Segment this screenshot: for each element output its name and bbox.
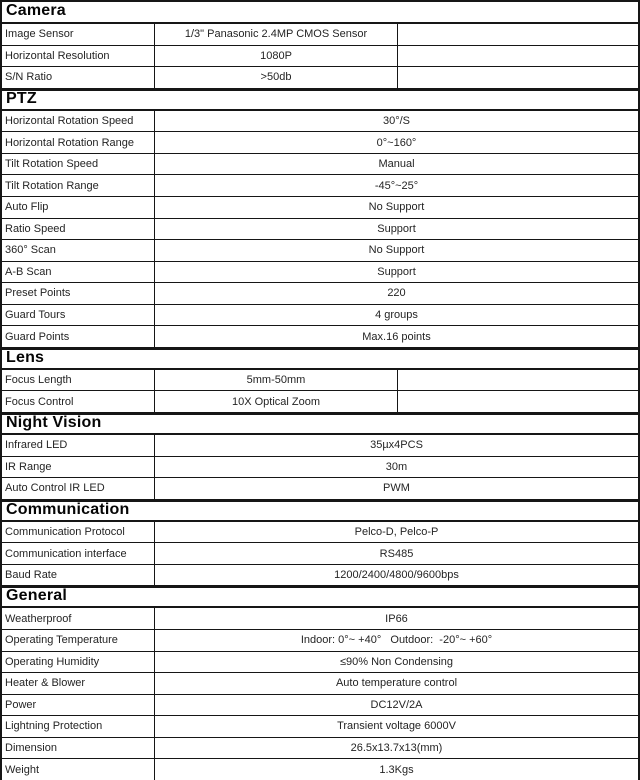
section-title: Camera bbox=[6, 2, 66, 19]
section-header-general bbox=[2, 586, 638, 608]
spec-value: No Support bbox=[368, 244, 425, 257]
table-row bbox=[2, 652, 638, 674]
section-header-camera bbox=[2, 2, 638, 24]
spec-value: 1200/2400/4800/9600bps bbox=[334, 569, 459, 582]
spec-label: Focus Control bbox=[2, 391, 155, 412]
spec-label: Guard Tours bbox=[2, 305, 155, 326]
section-title: Lens bbox=[6, 348, 45, 366]
section-header-ptz bbox=[2, 89, 638, 111]
spec-value: Auto temperature control bbox=[335, 677, 458, 690]
spec-empty-cell bbox=[398, 67, 638, 88]
spec-value: Manual bbox=[378, 158, 415, 171]
spec-value: IP66 bbox=[385, 612, 408, 625]
spec-value: DC12V/2A bbox=[370, 698, 423, 711]
spec-label: Auto Control IR LED bbox=[2, 478, 155, 499]
table-row bbox=[2, 478, 638, 500]
spec-label: Ratio Speed bbox=[2, 219, 155, 240]
spec-empty-cell bbox=[398, 370, 638, 391]
table-row bbox=[2, 716, 638, 738]
table-row bbox=[2, 522, 638, 544]
spec-label: 360° Scan bbox=[2, 240, 155, 261]
spec-label: Guard Points bbox=[2, 326, 155, 347]
table-row bbox=[2, 46, 638, 68]
spec-value: Support bbox=[377, 222, 416, 235]
spec-label: Weatherproof bbox=[2, 608, 155, 629]
spec-label: Communication interface bbox=[2, 543, 155, 564]
spec-value: 1/3" Panasonic 2.4MP CMOS Sensor bbox=[155, 24, 398, 45]
section-title: PTZ bbox=[6, 89, 37, 107]
spec-label: IR Range bbox=[2, 457, 155, 478]
spec-value: Support bbox=[377, 265, 416, 278]
spec-value: 30°/S bbox=[382, 114, 411, 127]
spec-value: Max.16 points bbox=[362, 330, 431, 343]
spec-value: 26.5x13.7x13(mm) bbox=[350, 742, 443, 755]
table-row bbox=[2, 370, 638, 392]
spec-value: RS485 bbox=[379, 547, 414, 560]
section-header-night-vision bbox=[2, 413, 638, 435]
spec-value: No Support bbox=[368, 201, 425, 214]
table-row bbox=[2, 305, 638, 327]
spec-label: Horizontal Rotation Speed bbox=[2, 111, 155, 132]
section-title: Communication bbox=[6, 500, 130, 518]
spec-value: >50db bbox=[155, 67, 398, 88]
spec-value: 35µx4PCS bbox=[370, 439, 423, 452]
spec-value: 10X Optical Zoom bbox=[155, 391, 398, 412]
spec-label: Weight bbox=[2, 759, 155, 780]
table-row bbox=[2, 240, 638, 262]
spec-label: Horizontal Rotation Range bbox=[2, 132, 155, 153]
spec-value: Pelco-D, Pelco-P bbox=[354, 525, 439, 538]
section-title: Night Vision bbox=[6, 414, 102, 431]
spec-label: S/N Ratio bbox=[2, 67, 155, 88]
spec-value: PWM bbox=[383, 482, 410, 495]
spec-empty-cell bbox=[398, 24, 638, 45]
table-row bbox=[2, 673, 638, 695]
spec-value: 0°~160° bbox=[376, 136, 417, 149]
spec-label: Lightning Protection bbox=[2, 716, 155, 737]
spec-label: Operating Temperature bbox=[2, 630, 155, 651]
table-row bbox=[2, 24, 638, 46]
table-row bbox=[2, 197, 638, 219]
table-row bbox=[2, 262, 638, 284]
spec-label: Tilt Rotation Range bbox=[2, 175, 155, 196]
spec-label: Dimension bbox=[2, 738, 155, 759]
table-row bbox=[2, 759, 638, 780]
spec-label: Infrared LED bbox=[2, 435, 155, 456]
table-row bbox=[2, 695, 638, 717]
spec-label: A-B Scan bbox=[2, 262, 155, 283]
spec-label: Tilt Rotation Speed bbox=[2, 154, 155, 175]
table-row bbox=[2, 435, 638, 457]
spec-value: -45°~25° bbox=[374, 179, 419, 192]
spec-value: 5mm-50mm bbox=[155, 370, 398, 391]
spec-label: Horizontal Resolution bbox=[2, 46, 155, 67]
spec-value: 1080P bbox=[155, 46, 398, 67]
spec-value: ≤90% Non Condensing bbox=[339, 655, 454, 668]
section-title: General bbox=[6, 587, 67, 605]
spec-empty-cell bbox=[398, 46, 638, 67]
spec-label: Power bbox=[2, 695, 155, 716]
table-row bbox=[2, 457, 638, 479]
table-row bbox=[2, 630, 638, 652]
table-row bbox=[2, 391, 638, 413]
spec-value: Transient voltage 6000V bbox=[337, 720, 456, 733]
spec-label: Auto Flip bbox=[2, 197, 155, 218]
section-header-lens bbox=[2, 348, 638, 370]
table-row bbox=[2, 326, 638, 348]
table-row bbox=[2, 111, 638, 133]
spec-empty-cell bbox=[398, 391, 638, 412]
spec-label: Baud Rate bbox=[2, 565, 155, 586]
spec-label: Focus Length bbox=[2, 370, 155, 391]
section-header-communication bbox=[2, 500, 638, 522]
spec-value: 1.3Kgs bbox=[379, 763, 414, 776]
table-row bbox=[2, 738, 638, 760]
table-row bbox=[2, 175, 638, 197]
table-row bbox=[2, 565, 638, 587]
spec-value: 220 bbox=[387, 287, 406, 300]
table-row bbox=[2, 283, 638, 305]
table-row bbox=[2, 132, 638, 154]
table-row bbox=[2, 543, 638, 565]
table-row bbox=[2, 67, 638, 89]
table-row bbox=[2, 219, 638, 241]
spec-label: Image Sensor bbox=[2, 24, 155, 45]
table-row bbox=[2, 608, 638, 630]
spec-label: Preset Points bbox=[2, 283, 155, 304]
spec-label: Communication Protocol bbox=[2, 522, 155, 543]
table-row bbox=[2, 154, 638, 176]
spec-value: 30m bbox=[385, 460, 408, 473]
spec-value: 4 groups bbox=[375, 309, 418, 322]
spec-label: Heater & Blower bbox=[2, 673, 155, 694]
spec-value: Indoor: 0°~ +40° Outdoor: -20°~ +60° bbox=[300, 634, 493, 647]
spec-label: Operating Humidity bbox=[2, 652, 155, 673]
